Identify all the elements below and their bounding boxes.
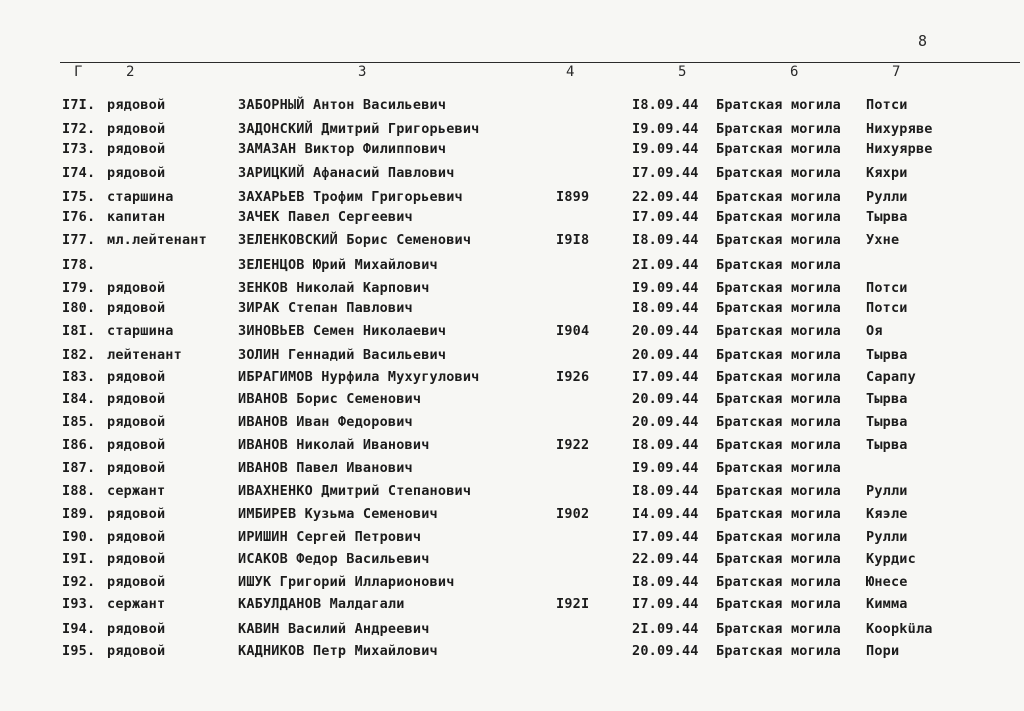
record-number: I8I. xyxy=(62,323,96,339)
record-name: ЗОЛИН Геннадий Васильевич xyxy=(238,347,447,363)
record-number: I7I. xyxy=(62,97,96,113)
record-death-date: I8.09.44 xyxy=(632,574,699,590)
record-name: ИВАНОВ Павел Иванович xyxy=(238,460,413,476)
record-number: I82. xyxy=(62,347,96,363)
record-number: I83. xyxy=(62,369,96,385)
record-burial-place: Рулли xyxy=(866,483,908,499)
record-burial-type: Братская могила xyxy=(716,437,841,453)
record-burial-place: Нихуряве xyxy=(866,121,933,137)
record-number: I93. xyxy=(62,596,96,612)
record-number: I84. xyxy=(62,391,96,407)
record-number: I77. xyxy=(62,232,96,248)
record-rank: рядовой xyxy=(107,506,166,522)
record-burial-place: Кяэле xyxy=(866,506,908,522)
record-rank: рядовой xyxy=(107,280,166,296)
record-burial-place: Курдис xyxy=(866,551,916,567)
record-burial-type: Братская могила xyxy=(716,574,841,590)
record-death-date: I9.09.44 xyxy=(632,280,699,296)
record-death-date: I7.09.44 xyxy=(632,529,699,545)
record-burial-place: Юнесе xyxy=(866,574,908,590)
record-name: ИВАХНЕНКО Дмитрий Степанович xyxy=(238,483,472,499)
record-number: I73. xyxy=(62,141,96,157)
record-death-date: 22.09.44 xyxy=(632,551,699,567)
record-burial-place: Нихуярве xyxy=(866,141,933,157)
record-death-date: 2I.09.44 xyxy=(632,621,699,637)
record-rank: рядовой xyxy=(107,141,166,157)
record-rank: сержант xyxy=(107,596,166,612)
record-name: ИРИШИН Сергей Петрович xyxy=(238,529,422,545)
record-rank: лейтенант xyxy=(107,347,182,363)
record-death-date: I7.09.44 xyxy=(632,165,699,181)
record-name: ЗИРАК Степан Павлович xyxy=(238,300,413,316)
table-row xyxy=(0,596,1024,618)
table-row xyxy=(0,323,1024,345)
record-burial-type: Братская могила xyxy=(716,391,841,407)
record-burial-type: Братская могила xyxy=(716,460,841,476)
record-burial-place: Ухне xyxy=(866,232,900,248)
record-rank: капитан xyxy=(107,209,166,225)
table-row xyxy=(0,257,1024,279)
record-rank: рядовой xyxy=(107,621,166,637)
table-row xyxy=(0,529,1024,551)
record-burial-type: Братская могила xyxy=(716,300,841,316)
record-number: I9I. xyxy=(62,551,96,567)
column-header-2: 2 xyxy=(126,64,135,80)
record-name: ИСАКОВ Федор Васильевич xyxy=(238,551,430,567)
record-name: ЗЕЛЕНКОВСКИЙ Борис Семенович xyxy=(238,232,472,248)
table-row xyxy=(0,460,1024,482)
record-rank: рядовой xyxy=(107,460,166,476)
record-burial-type: Братская могила xyxy=(716,257,841,273)
record-number: I74. xyxy=(62,165,96,181)
record-name: ЗАДОНСКИЙ Дмитрий Григорьевич xyxy=(238,121,480,137)
record-name: ИВАНОВ Николай Иванович xyxy=(238,437,430,453)
table-row xyxy=(0,574,1024,596)
record-death-date: I8.09.44 xyxy=(632,232,699,248)
record-burial-type: Братская могила xyxy=(716,280,841,296)
record-death-date: I7.09.44 xyxy=(632,596,699,612)
record-burial-place: Рулли xyxy=(866,529,908,545)
record-death-date: 20.09.44 xyxy=(632,414,699,430)
table-row xyxy=(0,437,1024,459)
record-rank: рядовой xyxy=(107,121,166,137)
record-name: ИШУК Григорий Илларионович xyxy=(238,574,455,590)
record-number: I79. xyxy=(62,280,96,296)
record-burial-type: Братская могила xyxy=(716,141,841,157)
record-number: I86. xyxy=(62,437,96,453)
record-burial-type: Братская могила xyxy=(716,506,841,522)
record-name: ИМБИРЕВ Кузьма Семенович xyxy=(238,506,438,522)
record-name: ЗИНОВЬЕВ Семен Николаевич xyxy=(238,323,447,339)
table-row xyxy=(0,506,1024,528)
table-row xyxy=(0,165,1024,187)
record-death-date: 2I.09.44 xyxy=(632,257,699,273)
record-burial-type: Братская могила xyxy=(716,529,841,545)
record-burial-place: Потси xyxy=(866,280,908,296)
record-rank: рядовой xyxy=(107,97,166,113)
record-burial-place: Рулли xyxy=(866,189,908,205)
record-burial-place: Пори xyxy=(866,643,900,659)
record-number: I90. xyxy=(62,529,96,545)
record-rank: рядовой xyxy=(107,165,166,181)
table-row xyxy=(0,621,1024,643)
table-row xyxy=(0,189,1024,211)
table-row xyxy=(0,391,1024,413)
record-rank: старшина xyxy=(107,189,174,205)
table-row xyxy=(0,209,1024,231)
record-burial-type: Братская могила xyxy=(716,121,841,137)
record-rank: рядовой xyxy=(107,643,166,659)
record-birth-year: I922 xyxy=(556,437,590,453)
record-name: ЗАБОРНЫЙ Антон Васильевич xyxy=(238,97,447,113)
column-header-3: 3 xyxy=(358,64,367,80)
record-burial-type: Братская могила xyxy=(716,232,841,248)
record-number: I78. xyxy=(62,257,96,273)
record-number: I80. xyxy=(62,300,96,316)
record-burial-type: Братская могила xyxy=(716,596,841,612)
record-name: ЗАРИЦКИЙ Афанасий Павлович xyxy=(238,165,455,181)
record-burial-type: Братская могила xyxy=(716,621,841,637)
table-row xyxy=(0,369,1024,391)
record-death-date: 20.09.44 xyxy=(632,391,699,407)
record-burial-place: Кимма xyxy=(866,596,908,612)
record-name: ЗАЧЕК Павел Сергеевич xyxy=(238,209,413,225)
record-number: I92. xyxy=(62,574,96,590)
record-birth-year: I9I8 xyxy=(556,232,590,248)
record-burial-place: Тырва xyxy=(866,437,908,453)
record-death-date: I8.09.44 xyxy=(632,437,699,453)
record-burial-type: Братская могила xyxy=(716,643,841,659)
record-name: ЗЕНКОВ Николай Карпович xyxy=(238,280,430,296)
record-number: I75. xyxy=(62,189,96,205)
record-rank: рядовой xyxy=(107,574,166,590)
record-burial-place: Потси xyxy=(866,97,908,113)
record-burial-type: Братская могила xyxy=(716,414,841,430)
record-rank: рядовой xyxy=(107,551,166,567)
record-rank: рядовой xyxy=(107,369,166,385)
record-name: ИБРАГИМОВ Нурфила Мухугулович xyxy=(238,369,480,385)
record-burial-place: Тырва xyxy=(866,391,908,407)
table-row xyxy=(0,121,1024,143)
record-rank: рядовой xyxy=(107,414,166,430)
table-row xyxy=(0,347,1024,369)
record-burial-place: Тырва xyxy=(866,347,908,363)
record-birth-year: I899 xyxy=(556,189,590,205)
record-burial-place: Оя xyxy=(866,323,883,339)
record-rank: рядовой xyxy=(107,529,166,545)
record-name: КАДНИКОВ Петр Михайлович xyxy=(238,643,438,659)
record-birth-year: I902 xyxy=(556,506,590,522)
table-row xyxy=(0,414,1024,436)
record-number: I87. xyxy=(62,460,96,476)
table-row xyxy=(0,280,1024,302)
record-death-date: I8.09.44 xyxy=(632,97,699,113)
column-header-4: 4 xyxy=(566,64,575,80)
record-name: ЗАХАРЬЕВ Трофим Григорьевич xyxy=(238,189,463,205)
record-name: КАВИН Василий Андреевич xyxy=(238,621,430,637)
column-header-7: 7 xyxy=(892,64,901,80)
record-birth-year: I926 xyxy=(556,369,590,385)
record-number: I94. xyxy=(62,621,96,637)
record-name: ЗАМАЗАН Виктор Филиппович xyxy=(238,141,447,157)
record-burial-type: Братская могила xyxy=(716,323,841,339)
record-rank: рядовой xyxy=(107,391,166,407)
record-burial-place: Тырва xyxy=(866,209,908,225)
record-number: I89. xyxy=(62,506,96,522)
record-burial-place: Сарапу xyxy=(866,369,916,385)
record-rank: старшина xyxy=(107,323,174,339)
page-number: 8 xyxy=(918,32,928,50)
record-rank: рядовой xyxy=(107,437,166,453)
record-birth-year: I904 xyxy=(556,323,590,339)
record-death-date: 20.09.44 xyxy=(632,347,699,363)
record-burial-type: Братская могила xyxy=(716,347,841,363)
record-burial-place: Тырва xyxy=(866,414,908,430)
record-number: I76. xyxy=(62,209,96,225)
record-rank: сержант xyxy=(107,483,166,499)
column-header-6: 6 xyxy=(790,64,799,80)
record-death-date: I8.09.44 xyxy=(632,483,699,499)
record-death-date: I7.09.44 xyxy=(632,209,699,225)
record-death-date: 20.09.44 xyxy=(632,643,699,659)
record-death-date: I8.09.44 xyxy=(632,300,699,316)
table-row xyxy=(0,232,1024,254)
record-name: ИВАНОВ Иван Федорович xyxy=(238,414,413,430)
record-death-date: I4.09.44 xyxy=(632,506,699,522)
record-name: КАБУЛДАНОВ Малдагали xyxy=(238,596,405,612)
record-number: I88. xyxy=(62,483,96,499)
record-burial-type: Братская могила xyxy=(716,483,841,499)
record-death-date: I9.09.44 xyxy=(632,460,699,476)
table-row xyxy=(0,141,1024,163)
table-row xyxy=(0,97,1024,119)
header-rule xyxy=(60,62,1020,63)
record-number: I85. xyxy=(62,414,96,430)
table-row xyxy=(0,483,1024,505)
record-burial-type: Братская могила xyxy=(716,189,841,205)
record-death-date: I9.09.44 xyxy=(632,121,699,137)
record-burial-type: Братская могила xyxy=(716,369,841,385)
record-burial-place: Коорküла xyxy=(866,621,933,637)
record-death-date: I7.09.44 xyxy=(632,369,699,385)
record-name: ИВАНОВ Борис Семенович xyxy=(238,391,422,407)
record-death-date: I9.09.44 xyxy=(632,141,699,157)
table-row xyxy=(0,300,1024,322)
record-death-date: 20.09.44 xyxy=(632,323,699,339)
table-row xyxy=(0,551,1024,573)
column-header-5: 5 xyxy=(678,64,687,80)
record-burial-type: Братская могила xyxy=(716,97,841,113)
table-row xyxy=(0,643,1024,665)
column-header-1: Г xyxy=(74,64,83,80)
record-number: I72. xyxy=(62,121,96,137)
record-burial-place: Потси xyxy=(866,300,908,316)
record-rank: мл.лейтенант xyxy=(107,232,207,248)
record-burial-type: Братская могила xyxy=(716,551,841,567)
record-burial-place: Кяхри xyxy=(866,165,908,181)
record-name: ЗЕЛЕНЦОВ Юрий Михайлович xyxy=(238,257,438,273)
record-rank: рядовой xyxy=(107,300,166,316)
record-birth-year: I92I xyxy=(556,596,590,612)
record-burial-type: Братская могила xyxy=(716,165,841,181)
record-death-date: 22.09.44 xyxy=(632,189,699,205)
record-burial-type: Братская могила xyxy=(716,209,841,225)
record-number: I95. xyxy=(62,643,96,659)
